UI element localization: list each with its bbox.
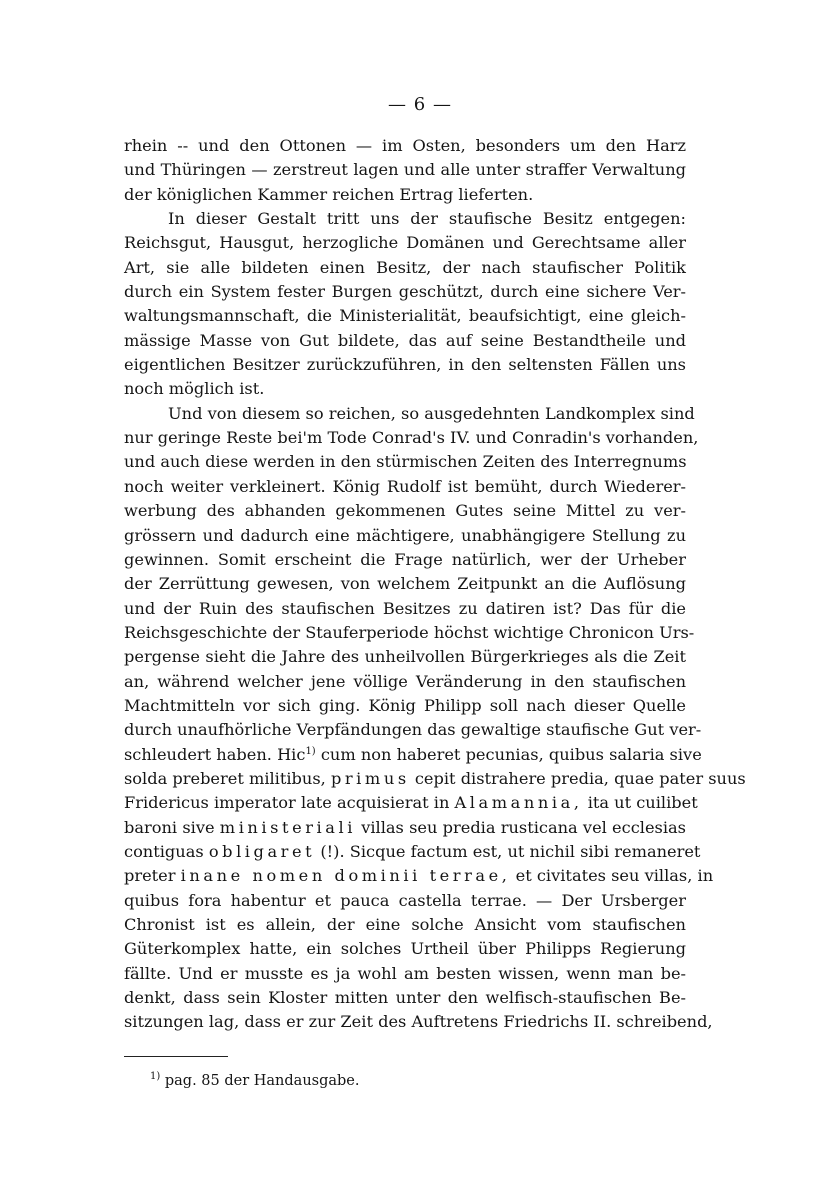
spaced-emphasis: primus <box>330 768 410 788</box>
text-line <box>124 840 701 864</box>
text-line: In dieser Gestalt tritt uns der staufische Besitz entgegen: <box>168 209 686 229</box>
body-text <box>124 134 746 1059</box>
page-number: — 6 — <box>388 94 452 115</box>
footnote-reference: 1) <box>305 745 316 757</box>
text-line: nur geringe Reste bei'm Tode Conrad's IV. und Conradin's vorhanden, <box>124 428 699 448</box>
text-line <box>124 743 702 767</box>
text-line: Güterkomplex hatte, ein solches Urtheil über Philipps Regierung <box>124 939 686 959</box>
text-line: durch unaufhörliche Verpfändungen das gewaltige staufische Gut ver- <box>124 720 702 740</box>
text-line <box>124 864 714 888</box>
spaced-emphasis: Alamannia, <box>454 793 583 813</box>
text-line: grössern und dadurch eine mächtigere, unabhängigere Stellung zu <box>124 525 686 545</box>
line-part: schleudert haben. <box>124 744 272 764</box>
text-line: und der Ruin des staufischen Besitzes zu datiren ist? Das für die <box>124 598 686 618</box>
line-part: preter <box>124 866 176 886</box>
text-line <box>124 816 686 840</box>
line-part: solda preberet militibus, <box>124 768 326 788</box>
line-part: ita ut cuilibet <box>587 793 698 813</box>
line-part: villas seu predia rusticana vel ecclesias <box>361 817 686 837</box>
footnote-text: pag. 85 der Handausgabe. <box>164 1073 360 1089</box>
text-line: mässige Masse von Gut bildete, das auf seine Bestandtheile und <box>124 330 686 350</box>
text-line: an, während welcher jene völlige Veränderung in den staufischen <box>124 671 686 691</box>
footnote-marker: 1) <box>150 1071 161 1082</box>
text-line: quibus fora habentur et pauca castella terrae. — Der Ursberger <box>124 890 686 910</box>
line-part: Fridericus imperator late acquisierat in <box>124 793 450 813</box>
spaced-emphasis: ministeriali <box>219 817 356 837</box>
text-line: Machtmitteln vor sich ging. König Philipp soll nach dieser Quelle <box>124 695 686 715</box>
line-part: Hic <box>277 744 306 764</box>
text-line: Und von diesem so reichen, so ausgedehnten Landkomplex sind <box>168 403 695 423</box>
text-line: gewinnen. Somit erscheint die Frage natürlich, wer der Urheber <box>124 549 686 569</box>
text-line: Reichsgeschichte der Stauferperiode höchst wichtige Chronicon Urs- <box>124 622 695 642</box>
text-line: noch weiter verkleinert. König Rudolf ist bemüht, durch Wiederer- <box>124 476 686 496</box>
spaced-emphasis: obligaret <box>208 841 316 861</box>
text-line <box>124 767 746 791</box>
text-line: rhein -- und den Ottonen — im Osten, besonders um den Harz <box>124 136 686 155</box>
line-part: baroni sive <box>124 817 215 837</box>
footnote <box>150 1071 360 1091</box>
line-part: et civitates seu villas, in <box>515 866 714 886</box>
line-part: cum non haberet pecunias, quibus salaria sive <box>320 744 702 764</box>
line-part: contiguas <box>124 841 204 861</box>
text-line <box>124 791 698 815</box>
text-line: eigentlichen Besitzer zurückzuführen, in den seltensten Fällen uns <box>124 355 686 375</box>
text-line: Chronist ist es allein, der eine solche Ansicht vom staufischen <box>124 915 686 934</box>
text-line: der königlichen Kammer reichen Ertrag lieferten. <box>124 184 534 204</box>
text-line: Reichsgut, Hausgut, herzogliche Domänen und Gerechtsame aller <box>124 233 686 253</box>
text-line: sitzungen lag, dass er zur Zeit des Auftretens Friedrichs II. schreibend, <box>124 1012 713 1032</box>
text-line: der Zerrüttung gewesen, von welchem Zeitpunkt an die Auflösung <box>124 574 686 594</box>
text-line: Art, sie alle bildeten einen Besitz, der nach staufischer Politik <box>124 257 686 277</box>
line-part: cepit distrahere predia, quae pater suus <box>414 768 746 788</box>
line-part: (!). Sicque factum est, ut nichil sibi remaneret <box>320 841 701 861</box>
text-line: durch ein System fester Burgen geschützt, durch eine sichere Ver- <box>124 282 686 302</box>
footnote-divider <box>124 1056 228 1057</box>
text-line: waltungsmannschaft, die Ministerialität, beaufsichtigt, eine gleich- <box>124 306 686 326</box>
text-line: fällte. Und er musste es ja wohl am besten wissen, wenn man be- <box>124 963 686 983</box>
text-line: und auch diese werden in den stürmischen Zeiten des Interregnums <box>124 452 687 472</box>
spaced-emphasis: inane nomen dominii terrae, <box>180 866 511 886</box>
text-line: und Thüringen — zerstreut lagen und alle unter straffer Verwaltung <box>124 160 686 180</box>
text-line: pergense sieht die Jahre des unheilvollen Bürgerkrieges als die Zeit <box>124 647 686 667</box>
text-line: denkt, dass sein Kloster mitten unter den welfisch-staufischen Be- <box>124 988 686 1008</box>
text-line: werbung des abhanden gekommenen Gutes seine Mittel zu ver- <box>124 501 686 521</box>
text-line: noch möglich ist. <box>124 379 265 399</box>
